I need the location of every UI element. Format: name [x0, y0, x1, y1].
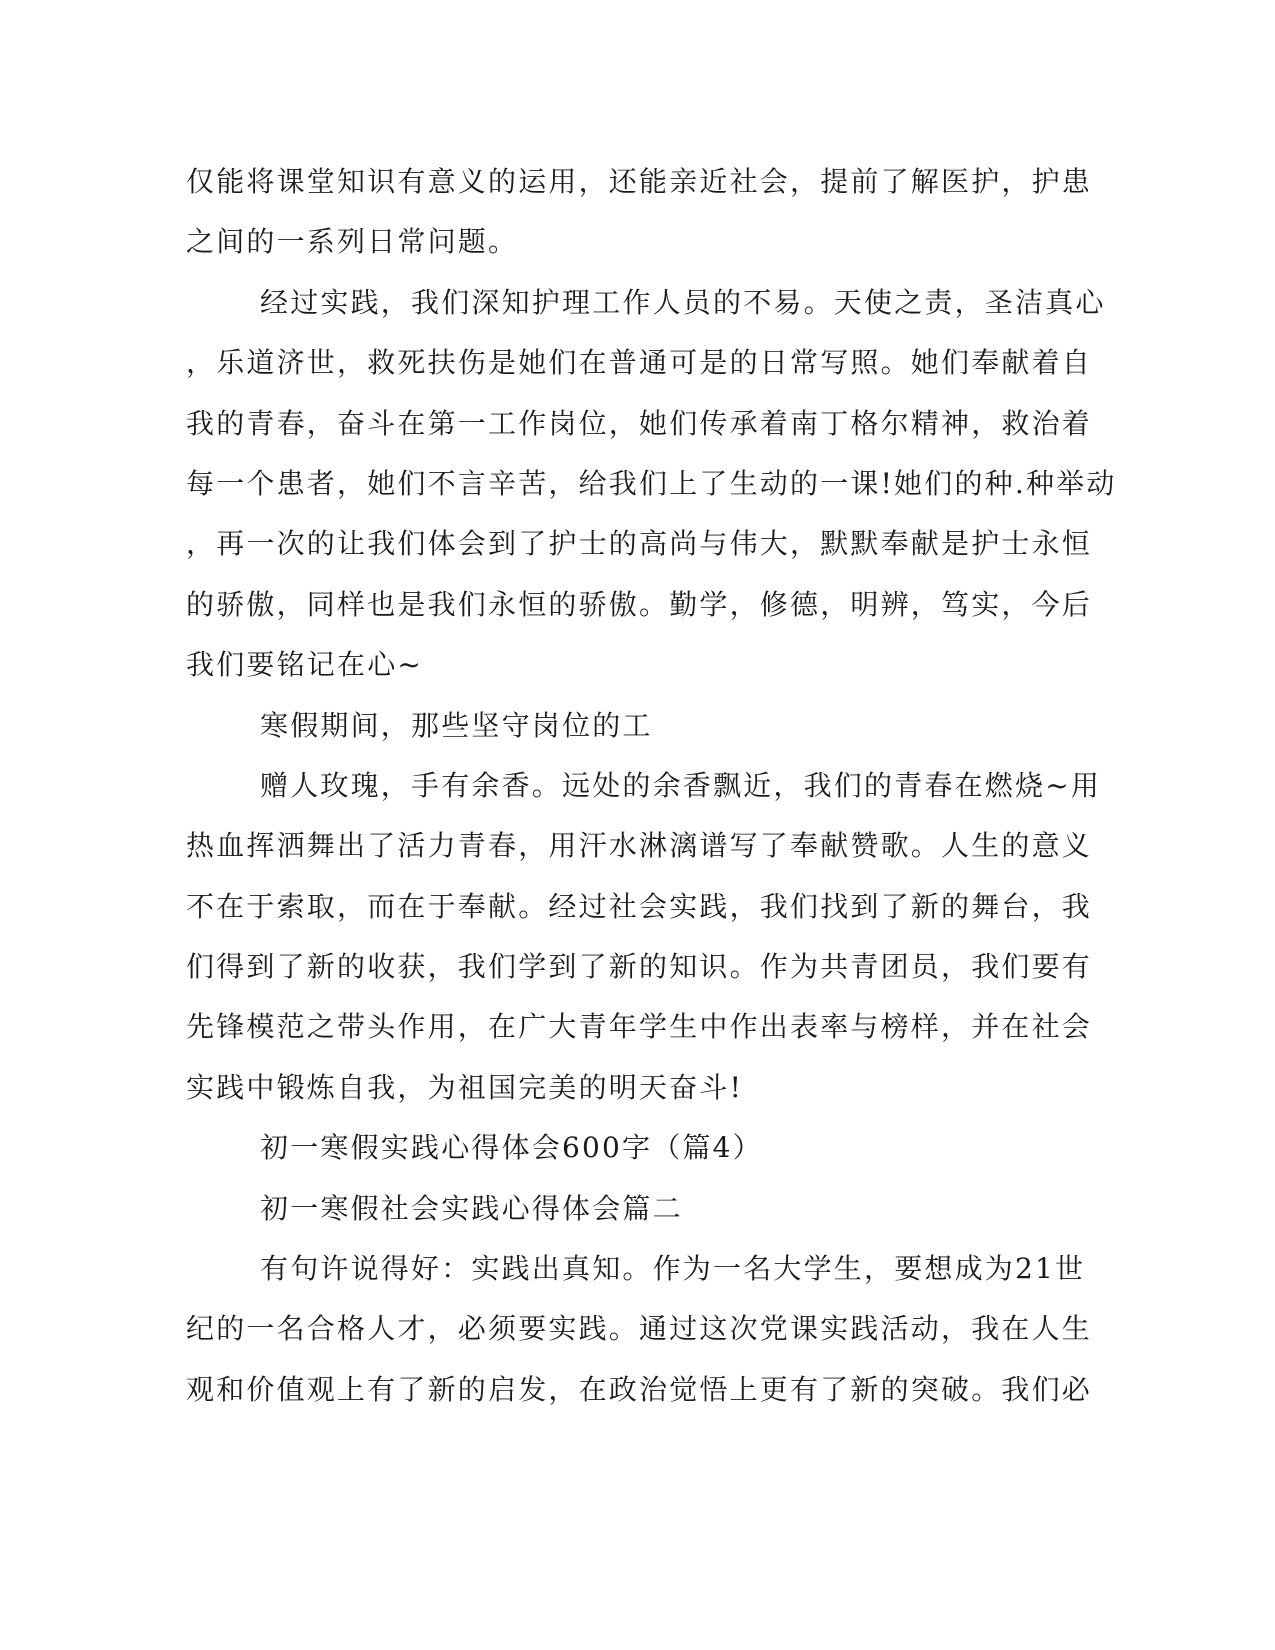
section-subheading: 初一寒假社会实践心得体会篇二 [260, 1191, 683, 1225]
text-line: 之间的一系列日常问题。 [186, 225, 519, 259]
text-line: 们得到了新的收获，我们学到了新的知识。作为共青团员，我们要有 [186, 950, 1093, 984]
text-line: 不在于索取，而在于奉献。经过社会实践，我们找到了新的舞台，我 [186, 889, 1093, 923]
paragraph-start-line: 经过实践，我们深知护理工作人员的不易。天使之责，圣洁真心 [260, 285, 1106, 319]
text-line: 纪的一名合格人才，必须要实践。通过这次党课实践活动，我在人生 [186, 1312, 1093, 1346]
text-line: 我们要铭记在心~ [186, 648, 424, 682]
paragraph-start-line: 寒假期间，那些坚守岗位的工 [260, 708, 653, 742]
text-line: ，再一次的让我们体会到了护士的高尚与伟大，默默奉献是护士永恒 [186, 527, 1093, 561]
text-line: 热血挥洒舞出了活力青春，用汗水淋漓谱写了奉献赞歌。人生的意义 [186, 829, 1093, 863]
paragraph-start-line: 有句许说得好：实践出真知。作为一名大学生，要想成为21世 [260, 1252, 1086, 1286]
text-line: 仅能将课堂知识有意义的运用，还能亲近社会，提前了解医护，护患 [186, 165, 1093, 198]
document-body [186, 162, 1117, 1430]
text-line: ，乐道济世，救死扶伤是她们在普通可是的日常写照。她们奉献着自 [186, 346, 1093, 380]
text-line: 实践中锻炼自我，为祖国完美的明天奋斗! [186, 1070, 744, 1104]
text-line: 观和价值观上有了新的启发，在政治觉悟上更有了新的突破。我们必 [186, 1372, 1093, 1406]
paragraph-start-line: 赠人玫瑰，手有余香。远处的余香飘近，我们的青春在燃烧~用 [260, 768, 1102, 802]
text-line: 每一个患者，她们不言辛苦，给我们上了生动的一课!她们的种.种举动 [186, 466, 1117, 500]
text-line: 我的青春，奋斗在第一工作岗位，她们传承着南丁格尔精神，救治着 [186, 406, 1093, 440]
section-heading: 初一寒假实践心得体会600字（篇4） [260, 1131, 763, 1165]
text-line: 的骄傲，同样也是我们永恒的骄傲。勤学，修德，明辨，笃实，今后 [186, 587, 1093, 621]
text-line: 先锋模范之带头作用，在广大青年学生中作出表率与榜样，并在社会 [186, 1010, 1093, 1044]
